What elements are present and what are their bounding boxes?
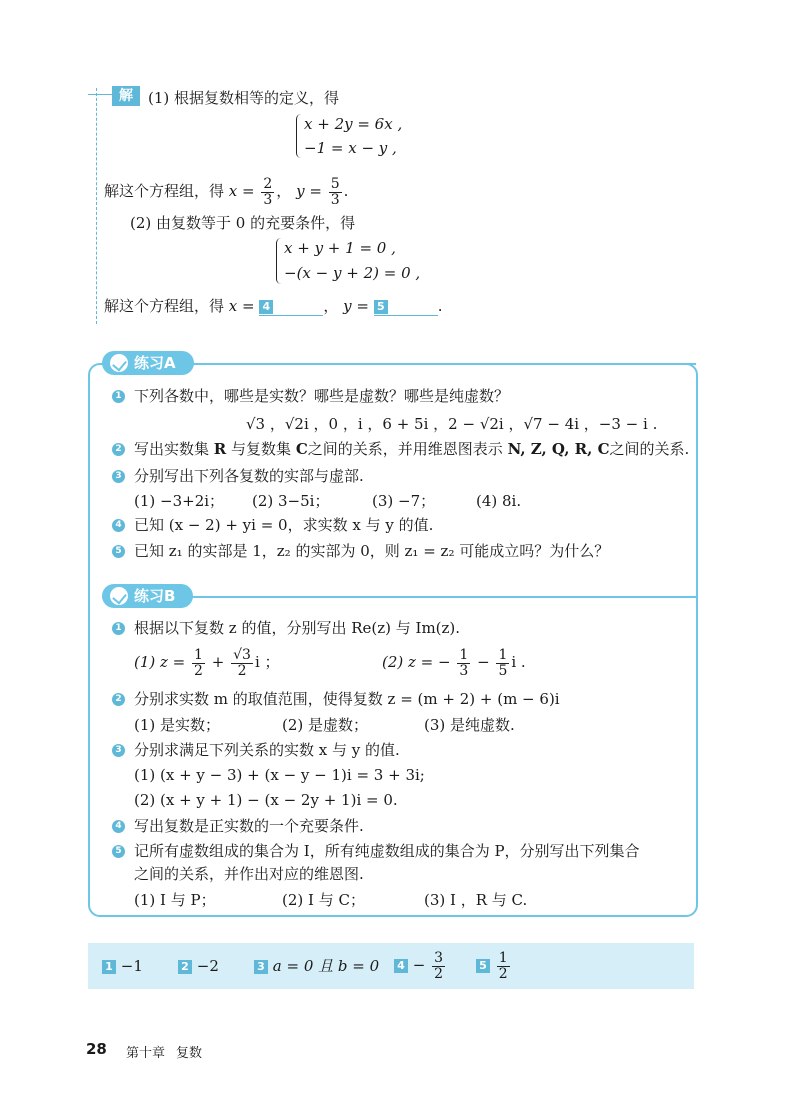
b1p1-label: (1) z =	[134, 653, 186, 671]
practice-b-item1-p2	[382, 644, 526, 680]
answer-1-text: −1	[120, 957, 143, 975]
b1p2-frac1-num: 1	[459, 646, 469, 663]
practice-b-item2-number: 2	[112, 693, 125, 706]
practice-b-item5-p3: (3) I ，R 与 C.	[424, 891, 528, 909]
answer-5-fraction	[497, 951, 510, 982]
answer-2	[178, 956, 219, 976]
practice-b-item3-p1: (1) (x + y − 3) + (x − y − 1)i = 3 + 3i;	[134, 766, 425, 784]
practice-a-item1-number: 1	[112, 390, 125, 403]
practice-b-item4-number: 4	[112, 820, 125, 833]
answer-3-text: a = 0 且 b = 0	[272, 957, 380, 975]
b1p1-tail: i ；	[254, 653, 280, 671]
solve1-prefix: 解这个方程组，得	[104, 182, 225, 200]
practice-a-item4: 已知 (x − 2) + yi = 0，求实数 x 与 y 的值.	[134, 516, 434, 534]
solve1-y-den: 3	[330, 191, 340, 208]
answer-1	[102, 956, 143, 976]
practice-a-item4-number: 4	[112, 519, 125, 532]
practice-a-title: 练习A	[134, 354, 176, 372]
practice-b-item3-number: 3	[112, 744, 125, 757]
answer-2-text: −2	[196, 957, 219, 975]
solve1-x-fraction	[261, 177, 274, 208]
practice-a-item2-sets: N, Z, Q, R, C	[507, 440, 610, 458]
practice-b-item2-p2: (2) 是虚数；	[282, 716, 369, 734]
practice-b-item5-p1: (1) I 与 P；	[134, 891, 216, 909]
system1-eq2: −1 = x − y ,	[304, 139, 397, 157]
blank-5-number: 5	[374, 300, 388, 314]
b1p2-label: (2) z = −	[382, 653, 451, 671]
solve1-y-num: 5	[330, 175, 340, 192]
system1-brace	[296, 114, 303, 158]
practice-b-item1-number: 1	[112, 622, 125, 635]
answer-3	[254, 956, 379, 976]
solution-rail-cap	[88, 94, 112, 95]
answer-5-num: 1	[498, 949, 508, 966]
practice-a-item2-text-b: 与复数集	[231, 440, 292, 458]
answer-4-den: 2	[434, 965, 444, 982]
practice-a-item2-text-a: 写出实数集	[134, 440, 210, 458]
solve1-x-label: x =	[228, 182, 255, 200]
practice-a-item2-C: C	[295, 440, 308, 458]
practice-b-item5-line1: 记所有虚数组成的集合为 I，所有纯虚数组成的集合为 P，分别写出下列集合	[134, 842, 640, 860]
practice-b-item4: 写出复数是正实数的一个充要条件.	[134, 817, 364, 835]
practice-a-item2-number: 2	[112, 443, 125, 456]
practice-a-item5: 已知 z₁ 的实部是 1，z₂ 的实部为 0，则 z₁ = z₂ 可能成立吗？为什么？	[134, 542, 610, 560]
b1p1-frac1-den: 2	[194, 662, 203, 679]
practice-a-item1: 下列各数中，哪些是实数？哪些是虚数？哪些是纯虚数？	[134, 387, 510, 405]
answer-4-number: 4	[394, 959, 408, 973]
pencil-check-icon	[110, 354, 128, 372]
practice-b-item1-p1	[134, 644, 280, 680]
page-number: 28	[86, 1040, 107, 1058]
solve1-y-fraction	[329, 177, 342, 208]
solve2-prefix: 解这个方程组，得	[104, 297, 225, 315]
answer-4-fraction	[432, 951, 445, 982]
answer-4	[394, 947, 447, 983]
system2-brace	[276, 238, 283, 284]
blank-5[interactable]	[374, 299, 438, 316]
solution-part2-intro: (2) 由复数等于 0 的充要条件，得	[130, 214, 356, 232]
b1p2-frac2-num: 1	[498, 646, 508, 663]
practice-a-item3-number: 3	[112, 470, 125, 483]
practice-a-item5-number: 5	[112, 545, 125, 558]
solution-rail	[96, 88, 97, 324]
b1p1-frac2	[231, 648, 253, 679]
solve1-line	[104, 172, 348, 210]
system1-eq1: x + 2y = 6x ,	[304, 115, 403, 133]
practice-a-item3-p2: (2) 3−5i；	[252, 492, 330, 510]
answer-2-number: 2	[178, 960, 192, 974]
solve2-end: .	[437, 297, 443, 315]
practice-b-title: 练习B	[134, 587, 176, 605]
practice-a-item3-p4: (4) 8i.	[476, 492, 522, 510]
practice-a-item3-p1: (1) −3+2i；	[134, 492, 225, 510]
system2-eq1: x + y + 1 = 0 ,	[284, 239, 396, 257]
solve2-sep: ，	[323, 297, 339, 315]
b1p2-frac1	[457, 648, 470, 679]
chapter-title: 复数	[176, 1046, 203, 1061]
answer-5	[476, 947, 512, 983]
solve1-y-label: y =	[296, 182, 322, 200]
system2-eq2: −(x − y + 2) = 0 ,	[284, 264, 421, 282]
solution-badge: 解	[112, 86, 140, 106]
practice-b-item2-p1: (1) 是实数；	[134, 716, 221, 734]
practice-a-item2-R: R	[213, 440, 227, 458]
blank-4-number: 4	[259, 300, 273, 314]
answer-4-num: 3	[434, 949, 444, 966]
practice-b-item3: 分别求满足下列关系的实数 x 与 y 的值.	[134, 741, 400, 759]
practice-a-item1-numbers: √3 ，√2i ，0 ，i ，6 + 5i ，2 − √2i ，√7 − 4i ，−3 − i .	[246, 415, 658, 433]
practice-a-item3-p3: (3) −7；	[372, 492, 436, 510]
practice-a-item2	[134, 439, 689, 459]
solve2-x-label: x =	[228, 297, 255, 315]
practice-b-badge	[102, 584, 193, 608]
b1p2-tail: i .	[511, 653, 526, 671]
practice-b-item5-number: 5	[112, 845, 125, 858]
practice-b-item5-line2: 之间的关系，并作出对应的维恩图.	[134, 865, 364, 883]
solve1-end: .	[343, 182, 349, 200]
b1p2-frac2	[496, 648, 509, 679]
b1p2-frac2-den: 5	[498, 662, 508, 679]
pencil-check-icon	[110, 587, 128, 605]
blank-4[interactable]	[259, 299, 323, 316]
practice-a-badge	[102, 351, 194, 375]
chapter-label: 第十章	[126, 1046, 166, 1061]
b1p2-minus: −	[477, 653, 490, 671]
answer-4-sign: −	[412, 956, 426, 974]
practice-b-item2-p3: (3) 是纯虚数.	[424, 716, 515, 734]
practice-b-item5-p2: (2) I 与 C；	[282, 891, 365, 909]
b1p1-frac2-num: √3	[233, 646, 251, 663]
solve2-line	[104, 296, 443, 316]
b1p1-frac1	[192, 648, 205, 679]
practice-a-item2-text-c: 之间的关系，并用维恩图表示	[307, 440, 503, 458]
b1p1-plus: +	[211, 653, 225, 671]
practice-a-item3: 分别写出下列各复数的实部与虚部.	[134, 467, 364, 485]
solve1-x-num: 2	[263, 175, 273, 192]
b1p2-frac1-den: 3	[459, 662, 469, 679]
solve1-x-den: 3	[263, 191, 273, 208]
practice-b-item2: 分别求实数 m 的取值范围，使得复数 z = (m + 2) + (m − 6)i	[134, 690, 560, 708]
answer-1-number: 1	[102, 960, 116, 974]
solve2-y-label: y =	[343, 297, 369, 315]
solution-part1-intro: (1) 根据复数相等的定义，得	[148, 89, 340, 107]
practice-b-item1: 根据以下复数 z 的值，分别写出 Re(z) 与 Im(z).	[134, 619, 461, 637]
answer-5-number: 5	[476, 959, 490, 973]
practice-a-item2-text-d: 之间的关系.	[609, 440, 690, 458]
solve1-sep: ，	[276, 182, 292, 200]
practice-b-item3-p2: (2) (x + y + 1) − (x − 2y + 1)i = 0.	[134, 791, 398, 809]
b1p1-frac2-den: 2	[237, 662, 247, 679]
answer-3-number: 3	[254, 960, 268, 974]
b1p1-frac1-num: 1	[194, 646, 203, 663]
answer-5-den: 2	[498, 965, 508, 982]
